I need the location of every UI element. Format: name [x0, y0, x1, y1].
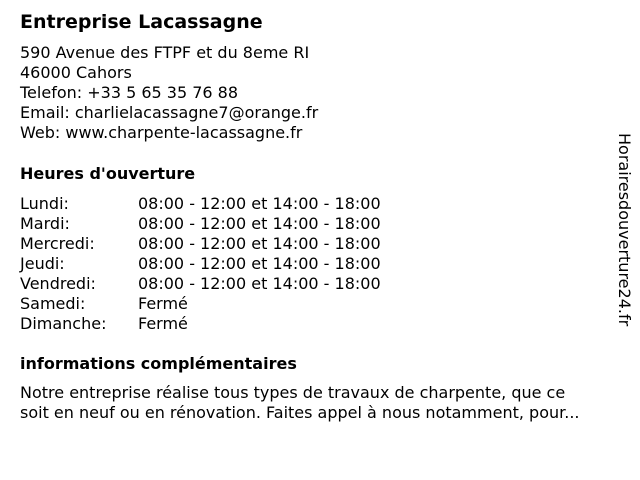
day-hours: Fermé [138, 314, 188, 333]
email-line: Email: charlielacassagne7@orange.fr [20, 103, 319, 122]
info-description [20, 383, 632, 423]
day-hours: 08:00 - 12:00 et 14:00 - 18:00 [138, 214, 381, 233]
day-hours: 08:00 - 12:00 et 14:00 - 18:00 [138, 234, 381, 253]
day-label: Dimanche: [20, 314, 107, 333]
day-label: Jeudi: [20, 254, 65, 273]
site-watermark: Horairesdouverture24.fr [615, 133, 634, 327]
info-line: Notre entreprise réalise tous types de travaux de charpente, que ce [20, 383, 566, 402]
phone-line: Telefon: +33 5 65 35 76 88 [20, 83, 239, 102]
address-line-city: 46000 Cahors [20, 63, 132, 82]
day-hours: 08:00 - 12:00 et 14:00 - 18:00 [138, 194, 381, 213]
web-line: Web: www.charpente-lacassagne.fr [20, 123, 303, 142]
hours-heading: Heures d'ouverture [20, 164, 196, 183]
info-line: soit en neuf ou en rénovation. Faites appel à nous notamment, pour... [20, 403, 580, 422]
day-label: Vendredi: [20, 274, 96, 293]
address-line-street: 590 Avenue des FTPF et du 8eme RI [20, 43, 310, 62]
day-hours: 08:00 - 12:00 et 14:00 - 18:00 [138, 254, 381, 273]
contact-block [20, 43, 318, 143]
day-label: Samedi: [20, 294, 86, 313]
day-hours: Fermé [138, 294, 188, 313]
day-label: Mercredi: [20, 234, 95, 253]
info-heading: informations complémentaires [20, 354, 297, 373]
day-label: Mardi: [20, 214, 70, 233]
day-hours: 08:00 - 12:00 et 14:00 - 18:00 [138, 274, 381, 293]
business-name: Entreprise Lacassagne [20, 11, 263, 33]
day-label: Lundi: [20, 194, 69, 213]
